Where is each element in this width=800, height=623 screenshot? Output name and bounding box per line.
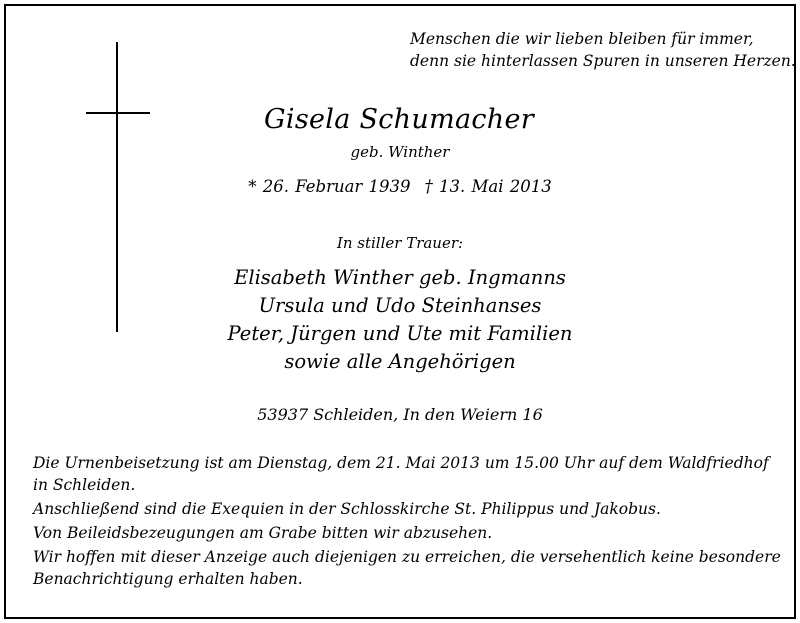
- motto-line-1: Menschen die wir lieben bleiben für immer,: [410, 30, 754, 48]
- mourner-line: Ursula und Udo Steinhanses: [258, 294, 542, 317]
- motto-line-2: denn sie hinterlassen Spuren in unseren Herzen.: [410, 52, 796, 70]
- mourners-list: [0, 264, 800, 376]
- mourner-line: Elisabeth Winther geb. Ingmanns: [234, 266, 566, 289]
- mourning-intro: In stiller Trauer:: [336, 234, 464, 252]
- mourner-line: sowie alle Angehörigen: [284, 350, 516, 373]
- note-condolences: Von Beileidsbezeugungen am Grabe bitten wir abzusehen.: [33, 524, 493, 542]
- life-dates: [0, 177, 800, 196]
- address: 53937 Schleiden, In den Weiern 16: [257, 405, 543, 424]
- funeral-notes: [33, 452, 783, 592]
- motto-quote: [410, 28, 796, 72]
- deceased-name: Gisela Schumacher: [264, 104, 534, 135]
- maiden-name: geb. Winther: [350, 143, 450, 161]
- note-apology: Wir hoffen mit dieser Anzeige auch diejenigen zu erreichen, die versehentlich keine besondere Benachrichtigung erhalten haben.: [33, 548, 781, 588]
- note-exequies: Anschließend sind die Exequien in der Schlosskirche St. Philippus und Jakobus.: [33, 500, 661, 518]
- death-date: † 13. Mai 2013: [424, 177, 552, 196]
- note-burial: Die Urnenbeisetzung ist am Dienstag, dem 21. Mai 2013 um 15.00 Uhr auf dem Waldfriedhof in Schleiden.: [33, 454, 769, 494]
- birth-date: * 26. Februar 1939: [248, 177, 411, 196]
- mourner-line: Peter, Jürgen und Ute mit Familien: [227, 322, 573, 345]
